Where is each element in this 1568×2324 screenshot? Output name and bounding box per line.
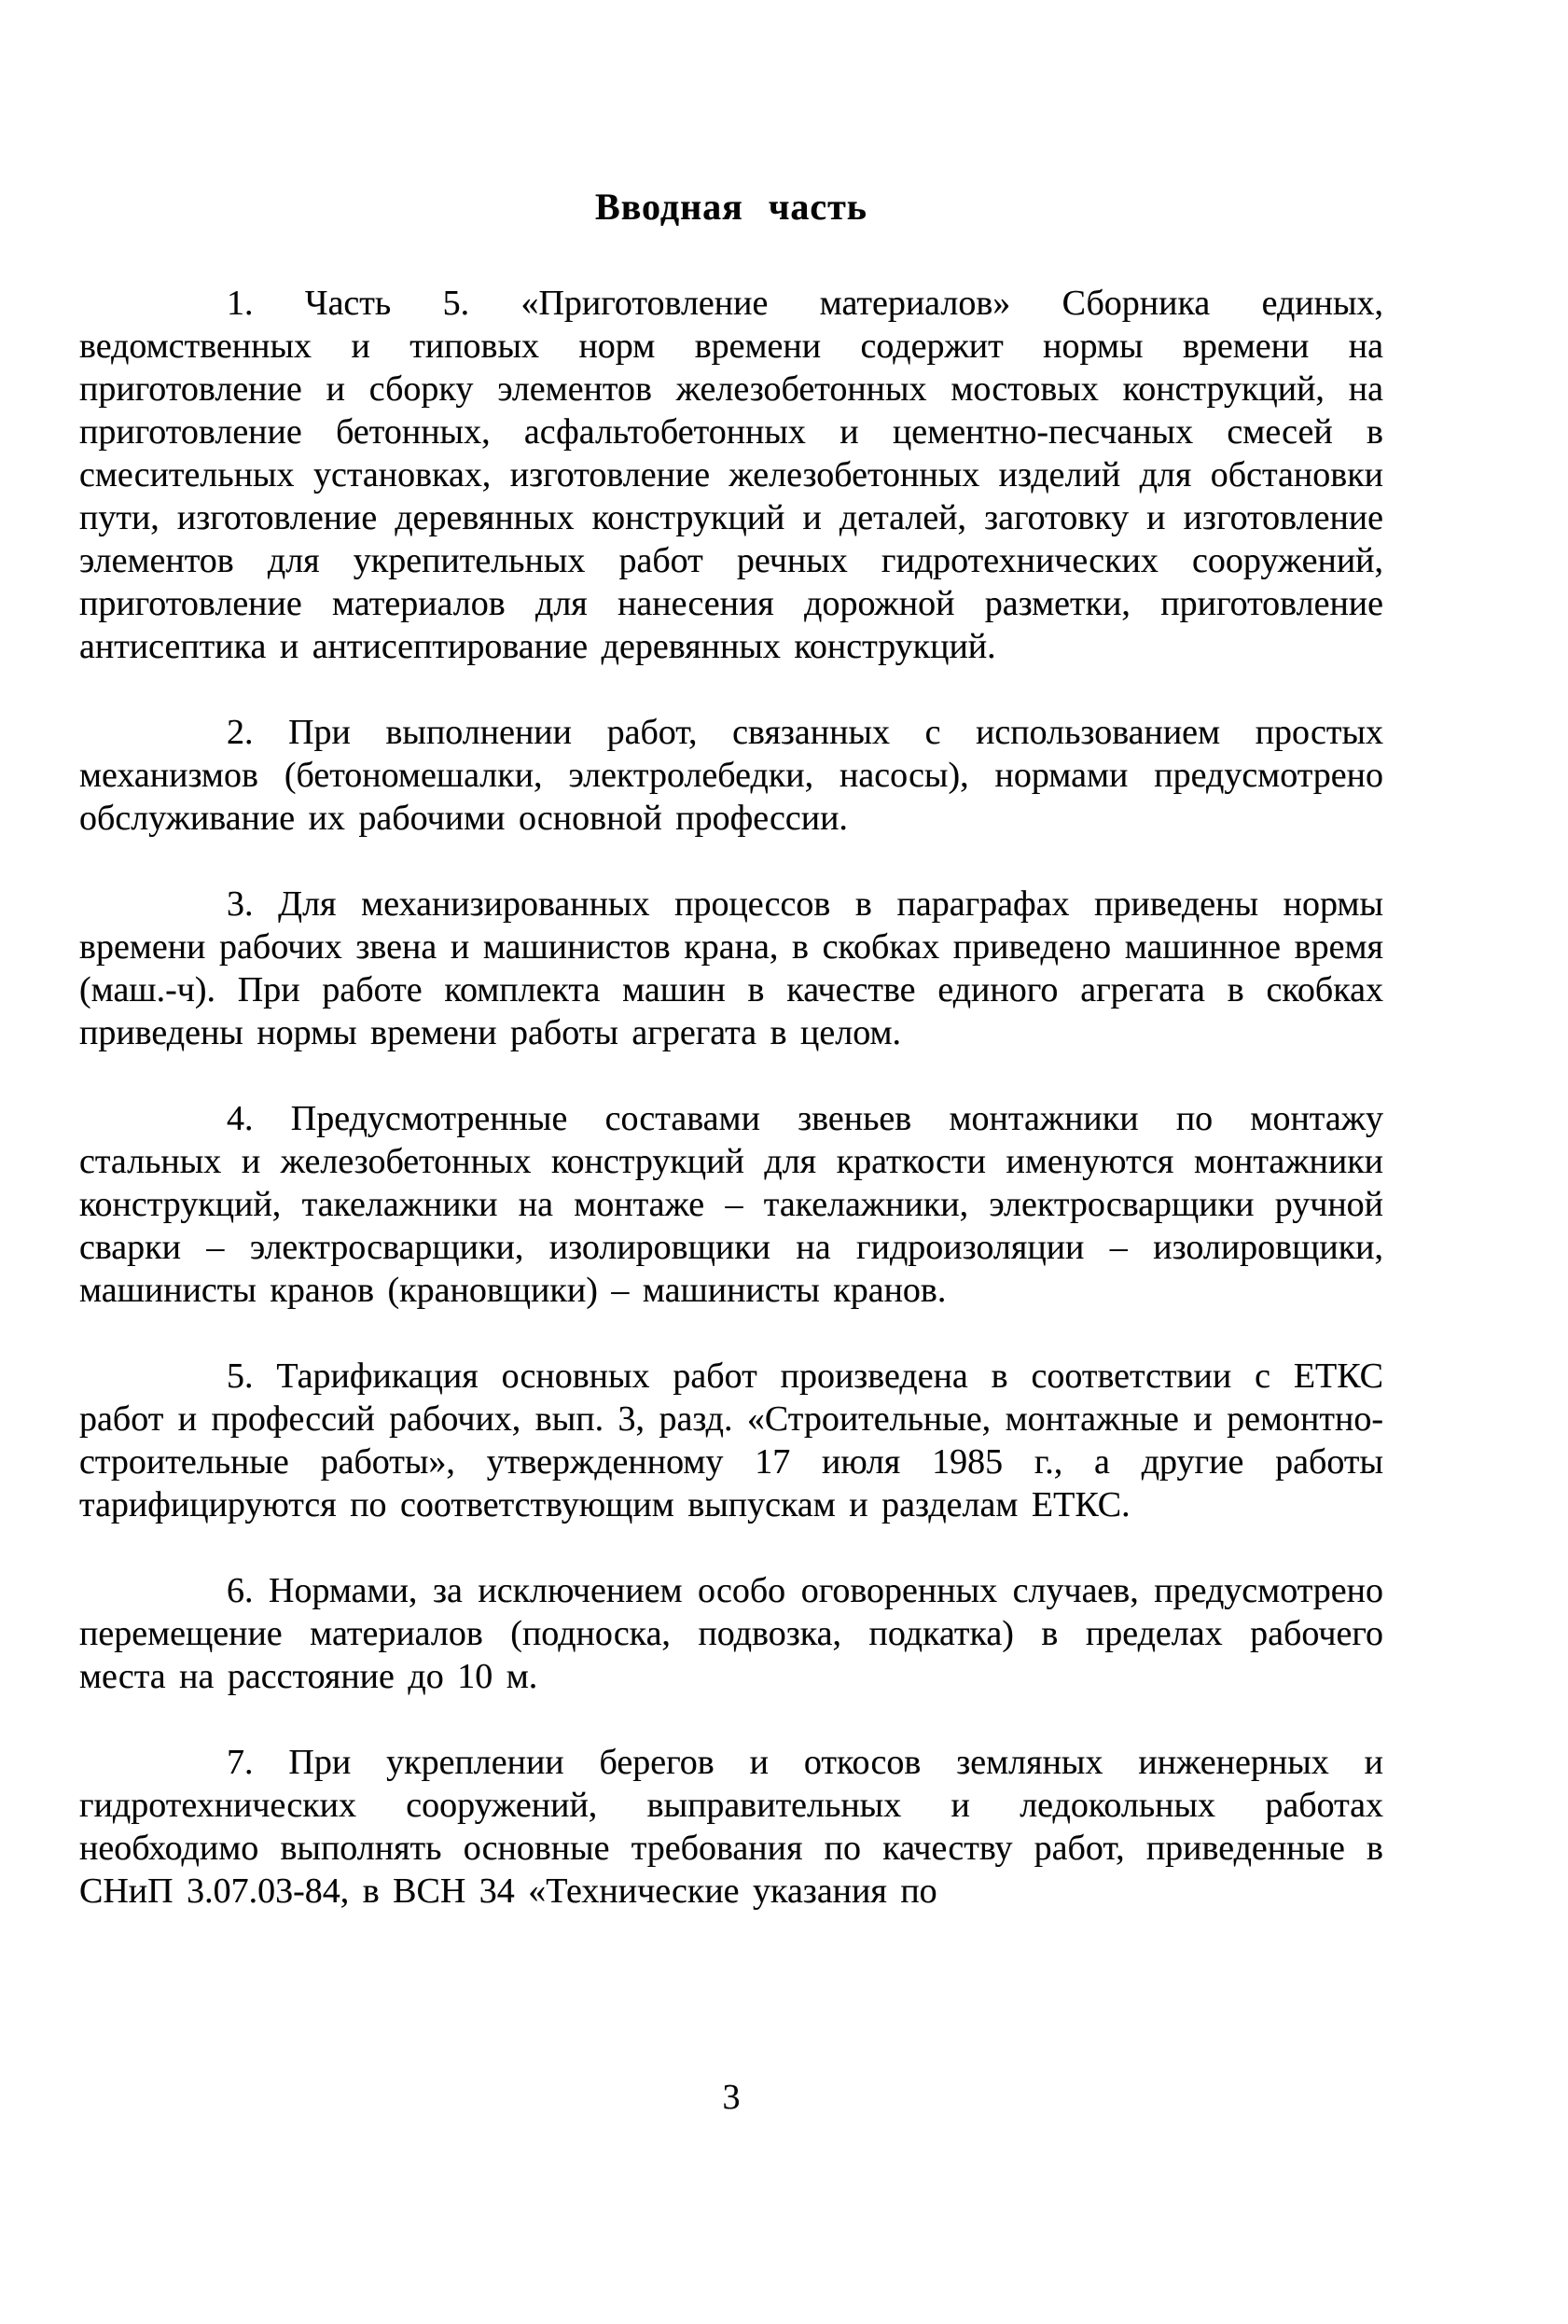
page-title: Вводная часть — [595, 186, 867, 228]
paragraph-3: 3. Для механизированных процессов в параграфах приведены нормы времени рабочих звена и машинистов крана, в скобках приведено машинное время (маш.-ч). При работе комплекта машин в качестве единого агрегата в скобках приведены нормы времени работы агрегата в целом. — [79, 884, 1383, 1052]
page-number: 3 — [722, 2078, 741, 2117]
paragraph-2: 2. При выполнении работ, связанных с использованием простых механизмов (бетономешалки, электролебедки, насосы), нормами предусмотрено обслуживание их рабочими основной профессии. — [79, 713, 1383, 838]
paragraph-1: 1. Часть 5. «Приготовление материалов» Сборника единых, ведомственных и типовых норм времени содержит нормы времени на приготовление и сборку элементов железобетонных мостовых конструкций, на приготовление бетонных, асфальтобетонных и цементно-песчаных смесей в смесительных установках, изготовление железобетонных изделий для обстановки пути, изготовление деревянных конструкций и деталей, заготовку и изготовление элементов для укрепительных работ речных гидротехнических сооружений, приготовление материалов для нанесения дорожной разметки, приготовление антисептика и антисептирование деревянных конструкций. — [79, 284, 1383, 666]
paragraph-7: 7. При укреплении берегов и откосов земляных инженерных и гидротехнических сооружений, выправительных и ледокольных работах необходимо выполнять основные требования по качеству работ, приведенные в СНиП 3.07.03-84, в ВСН 34 «Технические указания по — [79, 1743, 1383, 1911]
paragraph-6: 6. Нормами, за исключением особо оговоренных случаев, предусмотрено перемещение материалов (подноска, подвозка, подкатка) в пределах рабочего места на расстояние до 10 м. — [79, 1571, 1383, 1696]
paragraph-4: 4. Предусмотренные составами звеньев монтажники по монтажу стальных и железобетонных конструкций для краткости именуются монтажники конструкций, такелажники на монтаже – такелажники, электросварщики ручной сварки – электросварщики, изолировщики на гидроизоляции – изолировщики, машинисты кранов (крановщики) – машинисты кранов. — [79, 1099, 1383, 1310]
document-content — [79, 0, 1383, 1955]
paragraph-5: 5. Тарификация основных работ произведена в соответствии с ЕТКС работ и профессий рабочих, вып. 3, разд. «Строительные, монтажные и ремонтно-строительные работы», утвержденному 17 июля 1985 г., а другие работы тарифицируются по соответствующим выпускам и разделам ЕТКС. — [79, 1357, 1383, 1524]
